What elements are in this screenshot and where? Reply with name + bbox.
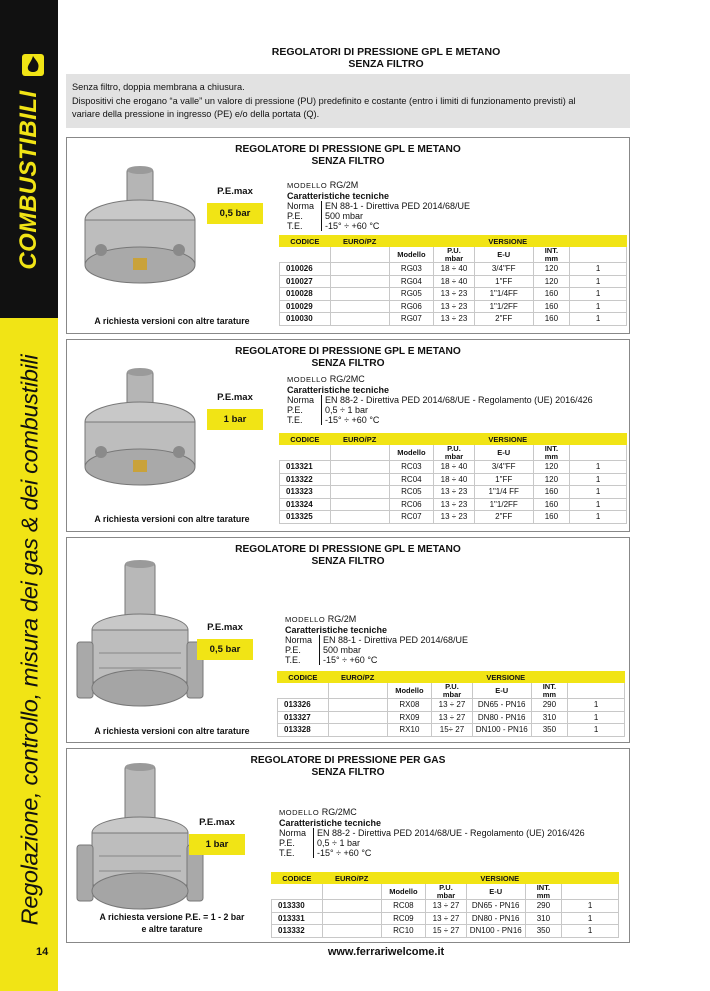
product-table: CODICE EURO/PZ VERSIONE Modello P.U. mbar E-U INT. mm 010026 RG03 18 ÷ 40 3/4"FF 120 1 010027 RG04 18 ÷ 40 1"FF 120 1 010028 RG05 13 ÷ 23 1"1/4FF 160 1 010029 RG06 13 ÷ 23 1"1/2FF 160 1 010030 RG07 13 ÷ 23 2"FF 160 1 [279, 235, 627, 326]
table-row [272, 900, 619, 913]
cell-euro [330, 498, 389, 511]
cell-int: 310 [525, 912, 562, 925]
cell-codice: 010026 [280, 263, 331, 276]
table-row [280, 511, 627, 524]
cell-codice: 013326 [278, 699, 329, 712]
cell-codice: 013332 [272, 925, 323, 938]
cell-euro [330, 300, 389, 313]
cell-pu: 15 ÷ 27 [426, 925, 467, 938]
note: A richiesta versioni con altre tarature [94, 514, 250, 524]
cell-codice: 010029 [280, 300, 331, 313]
cell-codice: 013321 [280, 461, 331, 474]
cell-int: 160 [533, 498, 570, 511]
pemax-label: P.E.max 0,5 bar [197, 622, 253, 660]
cell-modello: RC08 [381, 900, 426, 913]
table-row [278, 724, 625, 737]
cell-pu: 18 ÷ 40 [434, 461, 475, 474]
cell-eu: DN100 - PN16 [472, 724, 531, 737]
cell-eu: 2"FF [474, 313, 533, 326]
cell-pz: 1 [570, 288, 627, 301]
cell-euro [330, 313, 389, 326]
section-title: COMBUSTIBILI [15, 90, 42, 270]
table-row [280, 461, 627, 474]
cell-int: 120 [533, 275, 570, 288]
cell-int: 160 [533, 300, 570, 313]
cell-euro [322, 925, 381, 938]
model-name: RG/2MC [321, 807, 357, 817]
table-row [280, 313, 627, 326]
cell-modello: RX10 [387, 724, 432, 737]
cell-modello: RC04 [389, 473, 434, 486]
product-table: CODICE EURO/PZ VERSIONE Modello P.U. mbar E-U INT. mm 013330 RC08 13 ÷ 27 DN65 - PN16 290 1 013331 RC09 13 ÷ 27 DN80 - PN16 310 1 013332 RC10 15 ÷ 27 DN100 - PN16 350 1 [271, 872, 619, 938]
pemax-value: 0,5 bar [207, 203, 263, 224]
cell-pu: 13 ÷ 23 [434, 300, 475, 313]
cell-modello: RG07 [389, 313, 434, 326]
cell-eu: 1"1/2FF [474, 498, 533, 511]
cell-pu: 13 ÷ 27 [426, 900, 467, 913]
cell-pz: 1 [562, 912, 619, 925]
cell-euro [328, 724, 387, 737]
regulator-image [75, 558, 205, 733]
cell-modello: RC10 [381, 925, 426, 938]
cell-eu: 1"FF [474, 275, 533, 288]
cell-pz: 1 [568, 699, 625, 712]
cell-euro [330, 511, 389, 524]
cell-pz: 1 [570, 511, 627, 524]
cell-modello: RC05 [389, 486, 434, 499]
page-number: 14 [36, 946, 49, 958]
regulator-image [75, 362, 205, 517]
cell-eu: 1"FF [474, 473, 533, 486]
cell-euro [328, 699, 387, 712]
cell-pu: 13 ÷ 27 [426, 912, 467, 925]
cell-modello: RX08 [387, 699, 432, 712]
cell-pu: 13 ÷ 23 [434, 313, 475, 326]
note: A richiesta versioni con altre tarature [94, 316, 250, 326]
panel-title: REGOLATORE DI PRESSIONE GPL E METANO SENZA FILTRO [235, 544, 461, 567]
cell-euro [330, 461, 389, 474]
intro-box: Senza filtro, doppia membrana a chiusura. Dispositivi che erogano “a valle” un valore di pressione (PU) predefinito e costante (entro i limiti di funzionamento previsti) al variare della pressione in ingresso (PE) e/o della portata (Q). [66, 74, 630, 128]
cell-euro [322, 900, 381, 913]
cell-modello: RC06 [389, 498, 434, 511]
panel-title: REGOLATORE DI PRESSIONE PER GAS SENZA FILTRO [250, 755, 446, 778]
pemax-value: 1 bar [207, 409, 263, 430]
regulator-image [75, 160, 205, 315]
cell-pu: 18 ÷ 40 [434, 275, 475, 288]
cell-euro [322, 912, 381, 925]
cell-pz: 1 [570, 263, 627, 276]
table-row [280, 498, 627, 511]
cell-pz: 1 [562, 900, 619, 913]
spec-block: MODELLO RG/2MC Caratteristiche tecniche Norma EN 88-2 - Direttiva PED 2014/68/UE - Regolamento (UE) 2016/426 P.E. 0,5 ÷ 1 bar T.E. -15° ÷ +60 °C [279, 807, 585, 858]
cell-int: 350 [525, 925, 562, 938]
cell-pu: 18 ÷ 40 [434, 473, 475, 486]
table-row [280, 275, 627, 288]
table-row [272, 912, 619, 925]
spec-block: MODELLO RG/2M Caratteristiche tecniche Norma EN 88-1 - Direttiva PED 2014/68/UE P.E. 500 mbar T.E. -15° ÷ +60 °C [285, 614, 469, 665]
cell-codice: 010028 [280, 288, 331, 301]
cell-pu: 13 ÷ 27 [432, 711, 473, 724]
pemax-label: P.E.max 1 bar [207, 392, 263, 430]
cell-pz: 1 [568, 724, 625, 737]
cell-pz: 1 [562, 925, 619, 938]
cell-modello: RC07 [389, 511, 434, 524]
table-row [280, 300, 627, 313]
cell-pu: 18 ÷ 40 [434, 263, 475, 276]
cell-codice: 013328 [278, 724, 329, 737]
cell-modello: RG06 [389, 300, 434, 313]
product-table: CODICE EURO/PZ VERSIONE Modello P.U. mbar E-U INT. mm 013326 RX08 13 ÷ 27 DN65 - PN16 290 1 013327 RX09 13 ÷ 27 DN80 - PN16 310 1 013328 RX10 15÷ 27 DN100 - PN16 350 1 [277, 671, 625, 737]
cell-eu: 1"1/2FF [474, 300, 533, 313]
product-panel [66, 137, 630, 334]
cell-eu: 3/4"FF [474, 461, 533, 474]
cell-int: 120 [533, 263, 570, 276]
product-panel [66, 748, 630, 943]
cell-pz: 1 [570, 498, 627, 511]
cell-pz: 1 [570, 473, 627, 486]
cell-eu: DN80 - PN16 [466, 912, 525, 925]
cell-euro [328, 711, 387, 724]
cell-int: 160 [533, 313, 570, 326]
cell-pz: 1 [570, 313, 627, 326]
cell-int: 350 [531, 724, 568, 737]
spec-block: MODELLO RG/2M Caratteristiche tecniche Norma EN 88-1 - Direttiva PED 2014/68/UE P.E. 500 mbar T.E. -15° ÷ +60 °C [287, 180, 471, 231]
spec-block: MODELLO RG/2MC Caratteristiche tecniche Norma EN 88-2 - Direttiva PED 2014/68/UE - Regolamento (UE) 2016/426 P.E. 0,5 ÷ 1 bar T.E. -15° ÷ +60 °C [287, 374, 593, 425]
cell-int: 160 [533, 511, 570, 524]
cell-eu: 3/4"FF [474, 263, 533, 276]
page-title: REGOLATORI DI PRESSIONE GPL E METANO SENZA FILTRO [271, 46, 501, 70]
cell-pz: 1 [570, 275, 627, 288]
product-table: CODICE EURO/PZ VERSIONE Modello P.U. mbar E-U INT. mm 013321 RC03 18 ÷ 40 3/4"FF 120 1 013322 RC04 18 ÷ 40 1"FF 120 1 013323 RC05 13 ÷ 23 1"1/4 FF 160 1 013324 RC06 13 ÷ 23 1"1/2FF 160 1 013325 RC07 13 ÷ 23 2"FF 160 1 [279, 433, 627, 524]
cell-codice: 013323 [280, 486, 331, 499]
cell-euro [330, 486, 389, 499]
table-row [278, 699, 625, 712]
cell-codice: 013324 [280, 498, 331, 511]
cell-codice: 013330 [272, 900, 323, 913]
cell-pz: 1 [570, 300, 627, 313]
panel-title: REGOLATORE DI PRESSIONE GPL E METANO SENZA FILTRO [235, 346, 461, 369]
cell-eu: 1"1/4 FF [474, 486, 533, 499]
cell-pz: 1 [568, 711, 625, 724]
cell-codice: 013331 [272, 912, 323, 925]
table-row [272, 925, 619, 938]
regulator-image [75, 761, 205, 936]
cell-eu: 2"FF [474, 511, 533, 524]
cell-codice: 013327 [278, 711, 329, 724]
cell-pu: 15÷ 27 [432, 724, 473, 737]
cell-int: 290 [531, 699, 568, 712]
product-panel [66, 537, 630, 743]
cell-int: 120 [533, 461, 570, 474]
pemax-value: 0,5 bar [197, 639, 253, 660]
pemax-value: 1 bar [189, 834, 245, 855]
cell-pu: 13 ÷ 23 [434, 498, 475, 511]
flame-icon [22, 54, 44, 76]
cell-euro [330, 275, 389, 288]
cell-eu: DN100 - PN16 [466, 925, 525, 938]
section-subtitle: Regolazione, controllo, misura dei gas & dei combustibili [16, 354, 43, 926]
pemax-label: P.E.max 1 bar [189, 817, 245, 855]
table-row [278, 711, 625, 724]
cell-int: 290 [525, 900, 562, 913]
note: A richiesta versioni con altre tarature [94, 726, 250, 736]
cell-euro [330, 263, 389, 276]
cell-int: 120 [533, 473, 570, 486]
cell-eu: DN65 - PN16 [472, 699, 531, 712]
panel-title: REGOLATORE DI PRESSIONE GPL E METANO SENZA FILTRO [235, 144, 461, 167]
cell-modello: RG03 [389, 263, 434, 276]
footer-url[interactable]: www.ferrariwelcome.it [327, 946, 445, 958]
cell-eu: DN65 - PN16 [466, 900, 525, 913]
cell-modello: RC09 [381, 912, 426, 925]
table-row [280, 486, 627, 499]
model-name: RG/2M [327, 614, 357, 624]
cell-codice: 013325 [280, 511, 331, 524]
cell-int: 160 [533, 288, 570, 301]
cell-pz: 1 [570, 461, 627, 474]
cell-modello: RG05 [389, 288, 434, 301]
cell-pu: 13 ÷ 23 [434, 486, 475, 499]
cell-euro [330, 288, 389, 301]
cell-int: 160 [533, 486, 570, 499]
cell-pz: 1 [570, 486, 627, 499]
model-name: RG/2MC [329, 374, 365, 384]
model-name: RG/2M [329, 180, 359, 190]
note: A richiesta versione P.E. = 1 - 2 bar e altre tarature [99, 912, 245, 934]
cell-int: 310 [531, 711, 568, 724]
cell-codice: 010030 [280, 313, 331, 326]
cell-modello: RC03 [389, 461, 434, 474]
cell-eu: DN80 - PN16 [472, 711, 531, 724]
cell-pu: 13 ÷ 27 [432, 699, 473, 712]
cell-codice: 013322 [280, 473, 331, 486]
cell-pu: 13 ÷ 23 [434, 288, 475, 301]
cell-modello: RG04 [389, 275, 434, 288]
cell-codice: 010027 [280, 275, 331, 288]
cell-euro [330, 473, 389, 486]
cell-pu: 13 ÷ 23 [434, 511, 475, 524]
product-panel [66, 339, 630, 532]
pemax-label: P.E.max 0,5 bar [207, 186, 263, 224]
table-row [280, 263, 627, 276]
table-row [280, 288, 627, 301]
cell-modello: RX09 [387, 711, 432, 724]
cell-eu: 1"1/4FF [474, 288, 533, 301]
table-row [280, 473, 627, 486]
